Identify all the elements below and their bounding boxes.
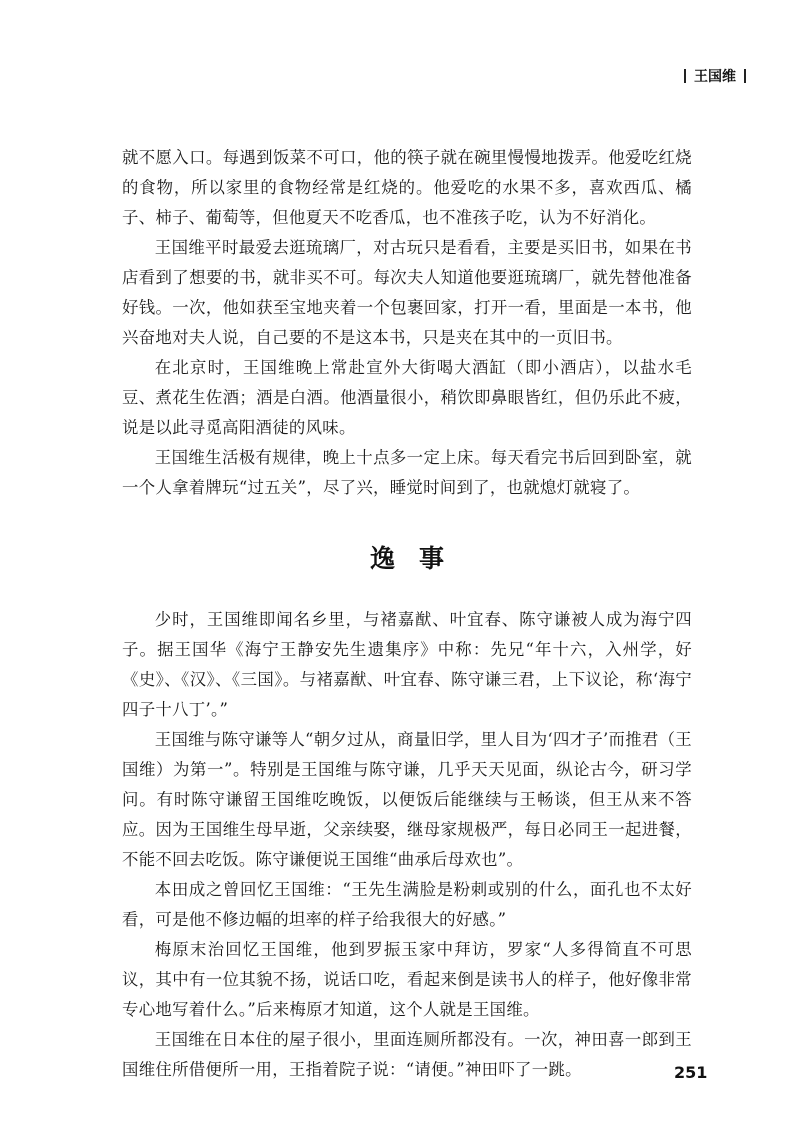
paragraph: 王国维与陈守谦等人“朝夕过从，商量旧学，里人目为‘四才子’而推君（王国维）为第一”。特别是王国维与陈守谦，几乎天天见面，纵论古今，研习学问。有时陈守谦留王国维吃晚饭，以便饭后能继续与王畅谈，但王从来不答应。因为王国维生母早逝，父亲续娶，继母家规极严，每日必同王一起进餐，不能不回去吃饭。陈守谦便说王国维“曲承后母欢也”。 xyxy=(122,730,692,869)
paragraph: 王国维平时最爱去逛琉璃厂，对古玩只是看看，主要是买旧书，如果在书店看到了想要的书，就非买不可。每次夫人知道他要逛琉璃厂，就先替他准备好钱。一次，他如获至宝地夹着一个包裹回家，打开一看，里面是一本书，他兴奋地对夫人说，自己要的不是这本书，只是夹在其中的一页旧书。 xyxy=(122,238,692,347)
paragraph: 少时，王国维即闻名乡里，与褚嘉猷、叶宜春、陈守谦被人成为海宁四子。据王国华《海宁王静安先生遗集序》中称：先兄“年十六，入州学，好《史》、《汉》、《三国》。与褚嘉猷、叶宜春、陈守谦三君，上下议论，称‘海宁四子十八丁’。” xyxy=(122,610,692,719)
page-number: 251 xyxy=(674,1063,708,1082)
page-content xyxy=(122,143,692,1085)
header-divider-left xyxy=(684,69,686,83)
running-header xyxy=(684,66,746,86)
paragraph: 就不愿入口。每遇到饭菜不可口，他的筷子就在碗里慢慢地拨弄。他爱吃红烧的食物，所以家里的食物经常是红烧的。他爱吃的水果不多，喜欢西瓜、橘子、柿子、葡萄等，但他夏天不吃香瓜，也不准孩子吃，认为不好消化。 xyxy=(122,148,692,227)
body-text-bottom xyxy=(122,605,692,1085)
header-divider-right xyxy=(744,69,746,83)
body-text-top xyxy=(122,143,692,503)
section-title: 逸事 xyxy=(369,544,468,573)
paragraph: 王国维在日本住的屋子很小，里面连厕所都没有。一次，神田喜一郎到王国维住所借便所一用，王指着院子说：“请便。”神田吓了一跳。 xyxy=(122,1030,692,1079)
paragraph: 梅原末治回忆王国维，他到罗振玉家中拜访，罗家“人多得简直不可思议，其中有一位其貌不扬，说话口吃，看起来倒是读书人的样子，他好像非常专心地写着什么。”后来梅原才知道，这个人就是王国维。 xyxy=(122,940,692,1019)
paragraph: 在北京时，王国维晚上常赴宣外大街喝大酒缸（即小酒店），以盐水毛豆、煮花生佐酒；酒是白酒。他酒量很小，稍饮即鼻眼皆红，但仍乐此不疲，说是以此寻觅高阳酒徒的风味。 xyxy=(122,358,692,437)
paragraph: 王国维生活极有规律，晚上十点多一定上床。每天看完书后回到卧室，就一个人拿着牌玩“过五关”，尽了兴，睡觉时间到了，也就熄灯就寝了。 xyxy=(122,448,692,497)
paragraph: 本田成之曾回忆王国维：“王先生满脸是粉刺或别的什么，面孔也不太好看，可是他不修边幅的坦率的样子给我很大的好感。” xyxy=(122,880,692,929)
running-title: 王国维 xyxy=(694,69,736,85)
